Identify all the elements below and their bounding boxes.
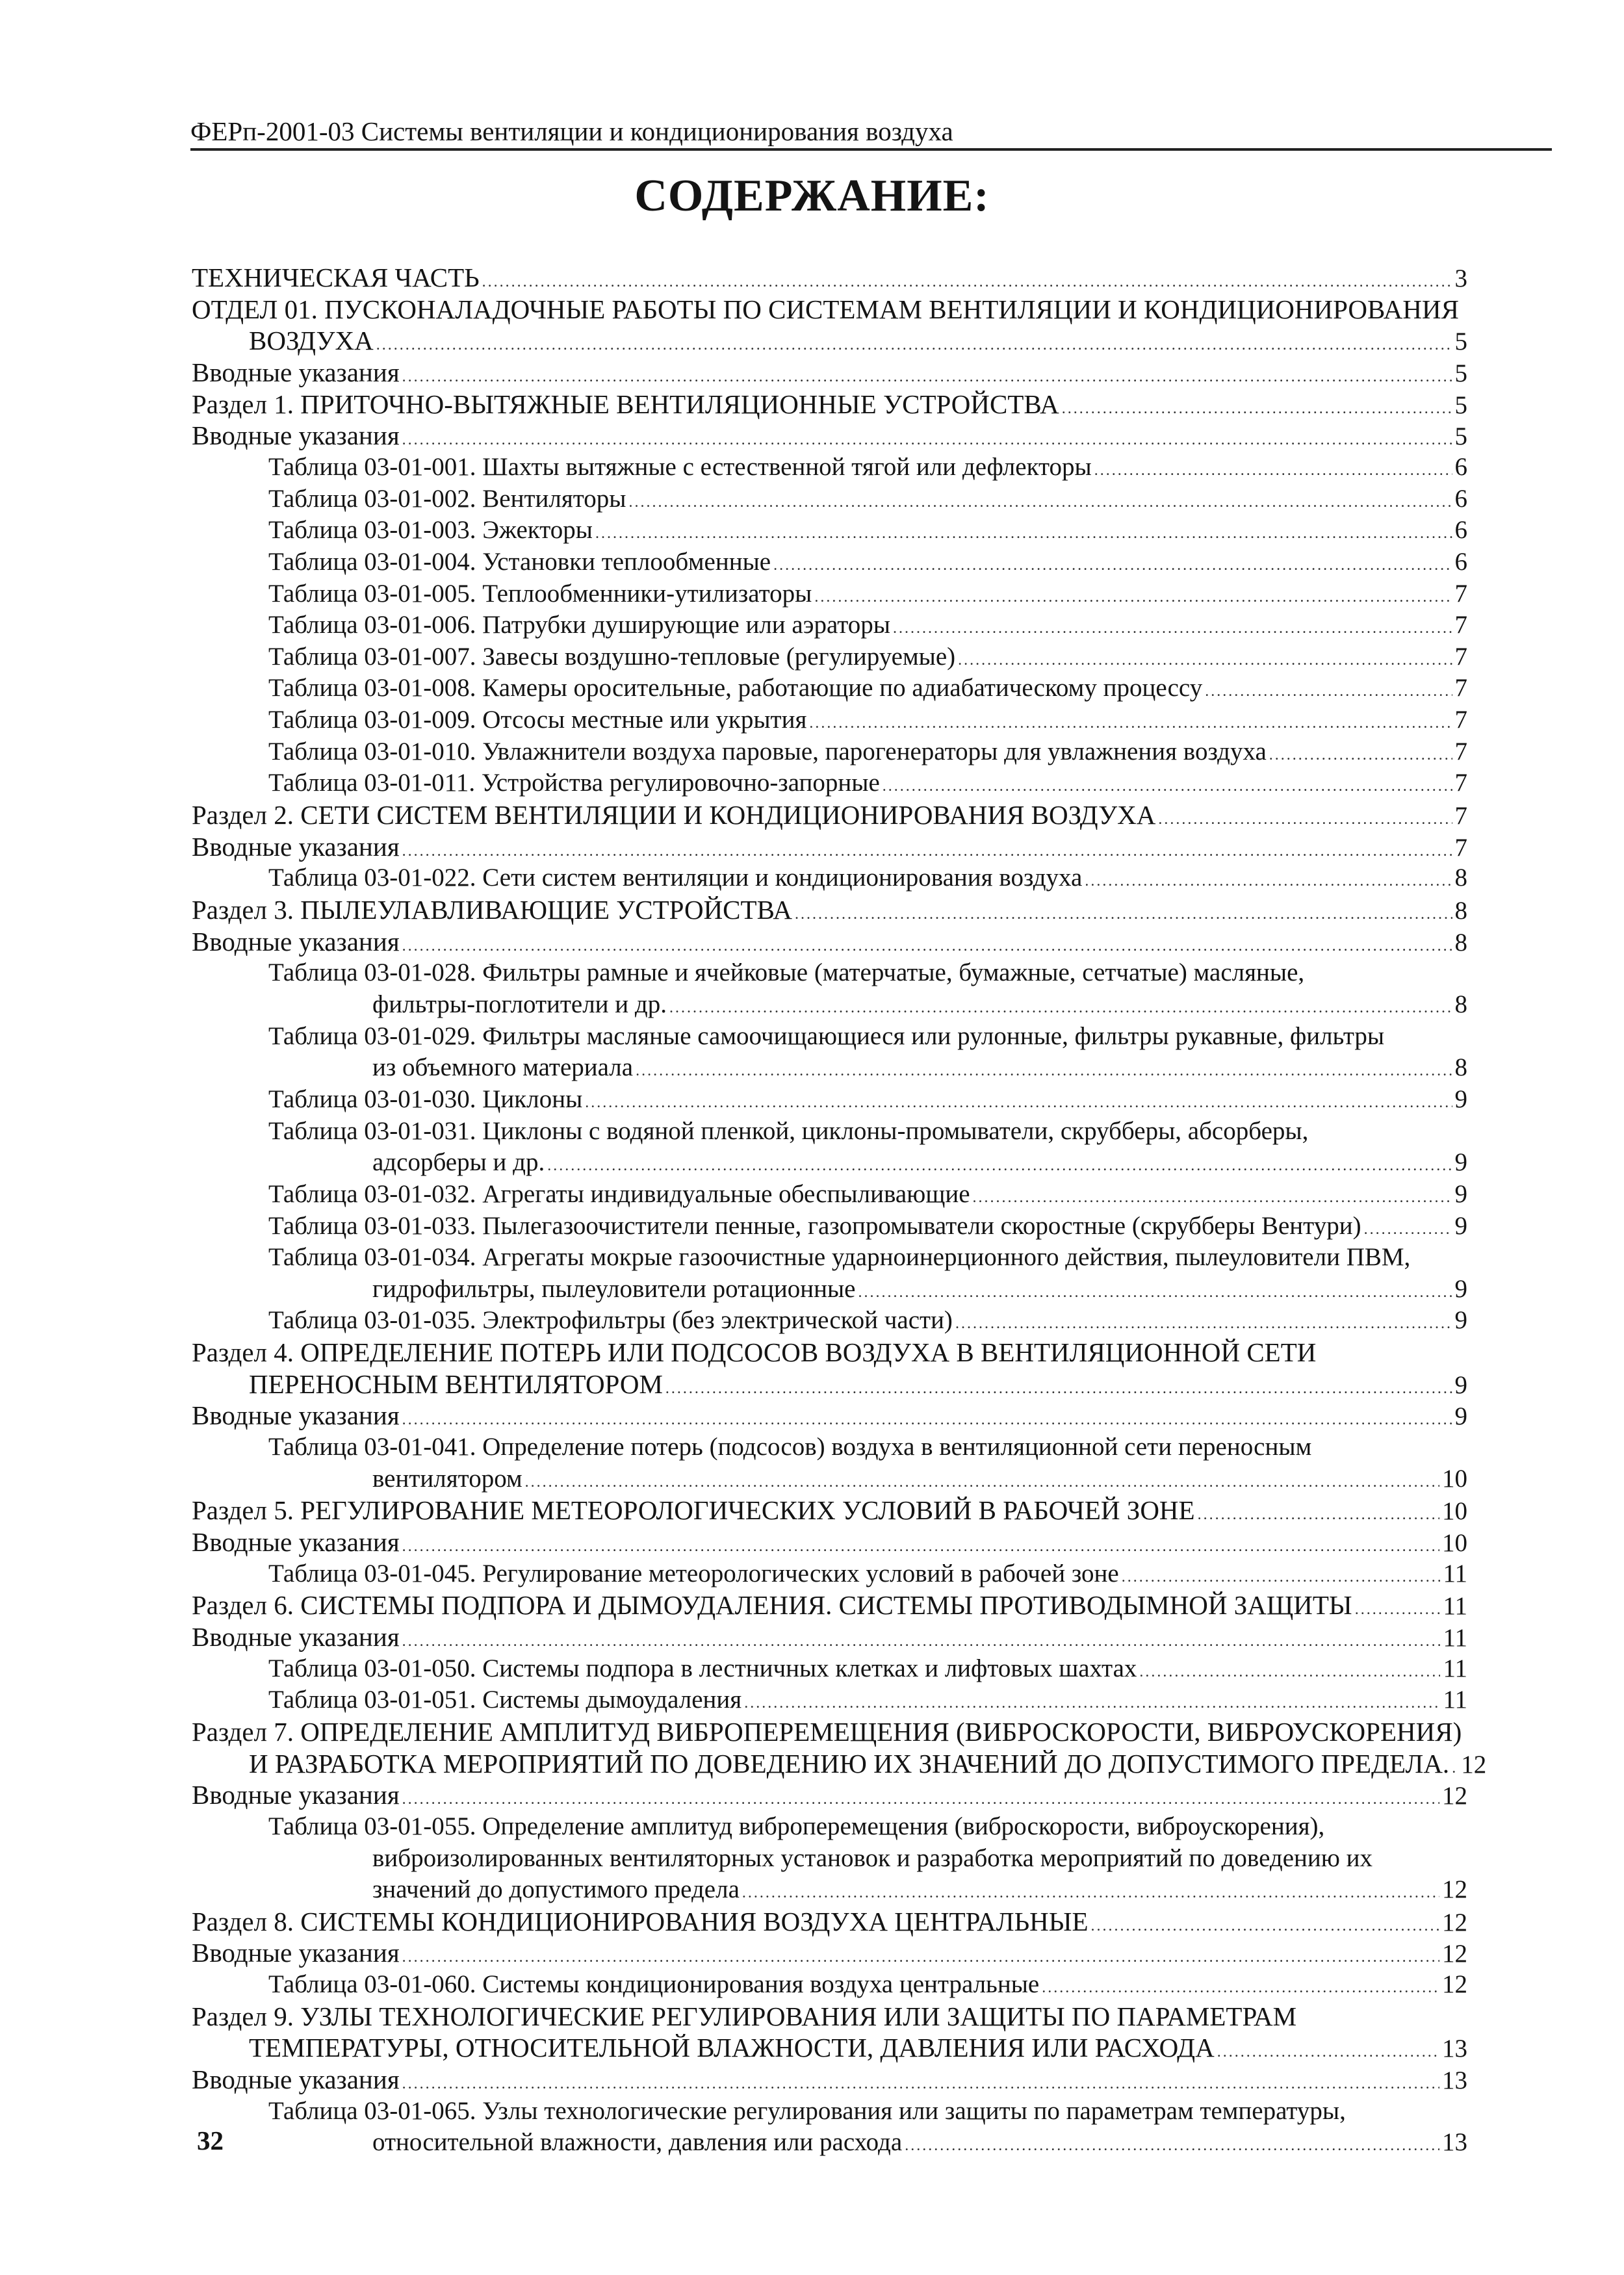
toc-entry <box>268 1970 1467 1999</box>
toc-entry-text: ТЕМПЕРАТУРЫ, ОТНОСИТЕЛЬНОЙ ВЛАЖНОСТИ, ДАВЛЕНИЯ ИЛИ РАСХОДА <box>249 2033 1215 2063</box>
toc-dot-leader <box>636 1056 1452 1086</box>
toc-entry <box>268 1432 1467 1462</box>
toc-entry <box>372 1148 1467 1177</box>
toc-entry-text: из объемного материала <box>372 1053 634 1082</box>
toc-dot-leader <box>482 267 1452 297</box>
toc-entry <box>192 420 1467 450</box>
toc-page-number: 3 <box>1454 264 1467 292</box>
toc-entry <box>268 1559 1467 1589</box>
toc-entry <box>249 326 1467 355</box>
toc-page-number: 9 <box>1454 1085 1467 1113</box>
toc-entry-text: Таблица 03-01-010. Увлажнители воздуха паровые, парогенераторы для увлажнения воздуха <box>268 737 1267 765</box>
toc-page-number: 11 <box>1443 1559 1467 1587</box>
toc-dot-leader <box>629 487 1452 517</box>
toc-entry-text: Таблица 03-01-050. Системы подпора в лестничных клетках и лифтовых шахтах <box>268 1654 1137 1682</box>
toc-entry <box>192 927 1467 957</box>
toc-entry <box>268 1085 1467 1114</box>
toc-dot-leader <box>814 582 1452 612</box>
toc-dot-leader <box>744 1688 1440 1718</box>
toc-dot-leader <box>773 550 1452 580</box>
toc-entry <box>268 768 1467 798</box>
toc-dot-leader <box>1198 1500 1439 1530</box>
toc-dot-leader <box>547 1151 1452 1181</box>
toc-page-number: 6 <box>1454 516 1467 545</box>
toc-page-number: 11 <box>1443 1592 1467 1621</box>
toc-entry-text: Раздел 5. РЕГУЛИРОВАНИЕ МЕТЕОРОЛОГИЧЕСКИХ УСЛОВИЙ В РАБОЧЕЙ ЗОНЕ <box>192 1495 1195 1526</box>
toc-entry-text: Вводные указания <box>192 926 400 957</box>
toc-entry-text: Раздел 3. ПЫЛЕУЛАВЛИВАЮЩИЕ УСТРОЙСТВА <box>192 895 792 925</box>
toc-page-number: 6 <box>1454 547 1467 576</box>
toc-dot-leader <box>1042 1973 1439 2003</box>
toc-entry-text: Вводные указания <box>192 420 400 451</box>
toc-entry <box>268 705 1467 735</box>
toc-entry <box>268 958 1467 988</box>
toc-page-number: 5 <box>1454 328 1467 356</box>
toc-entry-text: виброизолированных вентиляторных установок и разработка мероприятий по доведению их <box>372 1844 1373 1872</box>
toc-entry <box>192 263 1467 292</box>
toc-entry <box>268 484 1467 514</box>
toc-dot-leader <box>1139 1657 1440 1687</box>
toc-dot-leader <box>595 519 1452 548</box>
toc-entry-text: Таблица 03-01-045. Регулирование метеорологических условий в рабочей зоне <box>268 1559 1119 1587</box>
toc-dot-leader <box>1205 676 1452 706</box>
toc-page-number: 13 <box>1442 2035 1467 2063</box>
toc-entry <box>192 1495 1467 1525</box>
toc-dot-leader <box>402 1532 1439 1562</box>
toc-entry <box>192 895 1467 925</box>
toc-page-number: 10 <box>1442 1497 1467 1526</box>
toc-entry <box>192 832 1467 862</box>
toc-page-number: 11 <box>1443 1623 1467 1652</box>
toc-entry-text: ПЕРЕНОСНЫМ ВЕНТИЛЯТОРОМ <box>249 1369 663 1399</box>
toc-dot-leader <box>795 899 1452 929</box>
toc-page-number: 9 <box>1454 1274 1467 1303</box>
toc-entry <box>192 800 1467 830</box>
toc-page-number: 9 <box>1454 1402 1467 1431</box>
toc-page-number: 12 <box>1442 1970 1467 1999</box>
toc-entry <box>192 1907 1467 1936</box>
toc-entry <box>192 1938 1467 1968</box>
toc-dot-leader <box>402 1784 1439 1814</box>
toc-entry <box>268 1242 1467 1272</box>
toc-page-number: 8 <box>1454 897 1467 925</box>
toc-dot-leader <box>1269 740 1452 770</box>
toc-dot-leader <box>665 1374 1452 1404</box>
toc-entry <box>268 452 1467 482</box>
toc-entry-text: Таблица 03-01-055. Определение амплитуд виброперемещения (виброскорости, виброускорения), <box>268 1812 1325 1840</box>
toc-dot-leader <box>402 931 1452 961</box>
toc-page-number: 8 <box>1454 928 1467 957</box>
toc-entry <box>268 2096 1467 2126</box>
toc-entry <box>268 610 1467 640</box>
toc-page-number: 8 <box>1454 864 1467 892</box>
toc-entry-text: гидрофильтры, пылеуловители ротационные <box>372 1274 856 1303</box>
toc-page-number: 12 <box>1442 1875 1467 1904</box>
toc-page-number: 9 <box>1454 1306 1467 1335</box>
toc-page-number: 7 <box>1454 802 1467 830</box>
toc-entry-text: Таблица 03-01-065. Узлы технологические регулирования или защиты по параметрам температуры, <box>268 2096 1346 2125</box>
page-title: СОДЕРЖАНИЕ: <box>634 171 990 221</box>
toc-entry <box>268 673 1467 703</box>
toc-entry <box>192 294 1467 324</box>
toc-dot-leader <box>1094 456 1452 485</box>
toc-page-number: 7 <box>1454 769 1467 797</box>
toc-entry-text: Таблица 03-01-060. Системы кондиционирования воздуха центральные <box>268 1970 1040 1999</box>
toc-page-number: 8 <box>1454 990 1467 1018</box>
toc-entry <box>249 1748 1487 1779</box>
toc-entry-text: значений до допустимого предела <box>372 1875 740 1904</box>
toc-page-number: 5 <box>1454 422 1467 451</box>
toc-entry-text: Таблица 03-01-004. Установки теплообменные <box>268 547 771 576</box>
toc-dot-leader <box>1452 1753 1458 1783</box>
toc-dot-leader <box>376 330 1452 360</box>
toc-entry-text: вентилятором <box>372 1464 522 1493</box>
toc-page-number: 11 <box>1443 1654 1467 1682</box>
toc-page-number: 7 <box>1454 737 1467 765</box>
toc-dot-leader <box>1364 1215 1452 1244</box>
toc-entry <box>192 1590 1467 1620</box>
toc-entry <box>268 1654 1467 1684</box>
toc-entry <box>268 863 1467 893</box>
toc-entry <box>372 1464 1467 1494</box>
toc-dot-leader <box>893 613 1452 643</box>
toc-entry <box>372 1875 1467 1905</box>
toc-entry <box>192 1780 1467 1810</box>
toc-entry-text: Таблица 03-01-031. Циклоны с водяной пленкой, циклоны-промыватели, скрубберы, абсорберы, <box>268 1116 1309 1145</box>
toc-dot-leader <box>402 362 1452 392</box>
toc-entry-text: Таблица 03-01-008. Камеры оросительные, работающие по адиабатическому процессу <box>268 674 1203 702</box>
toc-page-number: 5 <box>1454 359 1467 387</box>
toc-entry <box>372 990 1467 1020</box>
running-header: ФЕРп-2001-03 Системы вентиляции и кондиционирования воздуха <box>190 116 953 146</box>
toc-entry <box>372 2127 1467 2157</box>
toc-page-number: 9 <box>1454 1179 1467 1208</box>
toc-page-number: 10 <box>1442 1529 1467 1557</box>
toc-dot-leader <box>958 645 1452 675</box>
toc-dot-leader <box>955 1309 1452 1339</box>
toc-entry <box>268 1211 1467 1241</box>
toc-entry-text: Таблица 03-01-028. Фильтры рамные и ячейковые (матерчатые, бумажные, сетчатые) масляные, <box>268 958 1305 987</box>
toc-dot-leader <box>402 1405 1452 1435</box>
toc-dot-leader <box>1217 2037 1439 2067</box>
toc-entry-text: ОТДЕЛ 01. ПУСКОНАЛАДОЧНЫЕ РАБОТЫ ПО СИСТЕМАМ ВЕНТИЛЯЦИИ И КОНДИЦИОНИРОВАНИЯ <box>192 294 1459 324</box>
toc-entry-text: Раздел 4. ОПРЕДЕЛЕНИЕ ПОТЕРЬ ИЛИ ПОДСОСОВ ВОЗДУХА В ВЕНТИЛЯЦИОННОЙ СЕТИ <box>192 1337 1317 1368</box>
toc-entry <box>268 642 1467 672</box>
toc-entry-text: Таблица 03-01-022. Сети систем вентиляции и кондиционирования воздуха <box>268 864 1083 892</box>
toc-entry-text: Таблица 03-01-011. Устройства регулировочно-запорные <box>268 769 880 797</box>
page-number: 32 <box>197 2126 224 2155</box>
toc-entry <box>192 357 1467 387</box>
toc-entry-text: Раздел 1. ПРИТОЧНО-ВЫТЯЖНЫЕ ВЕНТИЛЯЦИОННЫЕ УСТРОЙСТВА <box>192 389 1059 419</box>
toc-page-number: 11 <box>1443 1686 1467 1714</box>
toc-entry <box>192 2001 1467 2031</box>
toc-page-number: 13 <box>1442 2128 1467 2157</box>
toc-dot-leader <box>1122 1562 1441 1592</box>
toc-entry-text: Вводные указания <box>192 1938 400 1968</box>
toc-page-number: 6 <box>1454 484 1467 513</box>
toc-dot-leader <box>809 708 1452 738</box>
toc-entry-text: Раздел 7. ОПРЕДЕЛЕНИЕ АМПЛИТУД ВИБРОПЕРЕМЕЩЕНИЯ (ВИБРОСКОРОСТИ, ВИБРОУСКОРЕНИЯ) <box>192 1716 1462 1747</box>
toc-page-number: 12 <box>1442 1940 1467 1968</box>
toc-page-number: 8 <box>1454 1053 1467 1082</box>
toc-dot-leader <box>1085 866 1452 896</box>
toc-entry <box>268 515 1467 545</box>
toc-entry <box>192 389 1467 419</box>
toc-dot-leader <box>1355 1595 1441 1625</box>
toc-entry <box>249 2033 1467 2063</box>
toc-dot-leader <box>973 1183 1452 1213</box>
toc-entry-text: Таблица 03-01-032. Агрегаты индивидуальные обеспыливающие <box>268 1179 970 1208</box>
toc-entry <box>192 1337 1467 1367</box>
toc-entry <box>268 1685 1467 1715</box>
toc-dot-leader <box>402 1626 1441 1656</box>
toc-entry-text: Вводные указания <box>192 1527 400 1557</box>
toc-entry-text: Раздел 2. СЕТИ СИСТЕМ ВЕНТИЛЯЦИИ И КОНДИЦИОНИРОВАНИЯ ВОЗДУХА <box>192 800 1156 830</box>
toc-page-number: 7 <box>1454 706 1467 734</box>
toc-dot-leader <box>402 425 1452 455</box>
toc-entry-text: Таблица 03-01-030. Циклоны <box>268 1085 583 1113</box>
toc-entry-text: И РАЗРАБОТКА МЕРОПРИЯТИЙ ПО ДОВЕДЕНИЮ ИХ ЗНАЧЕНИЙ ДО ДОПУСТИМОГО ПРЕДЕЛА. <box>249 1748 1450 1779</box>
toc-entry <box>192 1622 1467 1652</box>
toc-entry <box>372 1053 1467 1083</box>
toc-dot-leader <box>858 1278 1452 1307</box>
toc-dot-leader <box>669 993 1452 1023</box>
toc-entry-text: Вводные указания <box>192 1621 400 1652</box>
toc-entry-text: Вводные указания <box>192 831 400 862</box>
toc-entry-text: Таблица 03-01-007. Завесы воздушно-тепловые (регулируемые) <box>268 642 956 671</box>
toc-entry-text: Вводные указания <box>192 1780 400 1810</box>
toc-entry <box>192 1527 1467 1557</box>
toc-dot-leader <box>883 771 1452 801</box>
toc-page-number: 7 <box>1454 833 1467 862</box>
toc-entry-text: Таблица 03-01-034. Агрегаты мокрые газоочистные ударноинерционного действия, пылеуловители ПВМ, <box>268 1243 1411 1272</box>
toc-dot-leader <box>1158 804 1452 834</box>
toc-dot-leader <box>1062 394 1452 424</box>
toc-entry-text: относительной влажности, давления или расхода <box>372 2128 903 2157</box>
toc-entry <box>268 1116 1467 1146</box>
toc-entry-text: Таблица 03-01-041. Определение потерь (подсосов) воздуха в вентиляционной сети переносным <box>268 1433 1312 1461</box>
toc-page-number: 9 <box>1454 1211 1467 1240</box>
toc-entry-text: Таблица 03-01-003. Эжекторы <box>268 516 593 545</box>
toc-entry-text: Таблица 03-01-006. Патрубки душирующие или аэраторы <box>268 611 891 639</box>
toc-entry-text: Раздел 8. СИСТЕМЫ КОНДИЦИОНИРОВАНИЯ ВОЗДУХА ЦЕНТРАЛЬНЫЕ <box>192 1906 1089 1936</box>
toc-entry-text: Вводные указания <box>192 1400 400 1431</box>
toc-entry-text: ВОЗДУХА <box>249 326 374 356</box>
toc-dot-leader <box>402 1942 1439 1972</box>
toc-dot-leader <box>402 836 1452 866</box>
toc-entry <box>268 1022 1467 1051</box>
toc-entry <box>268 547 1467 577</box>
toc-page-number: 12 <box>1442 1782 1467 1810</box>
toc-entry-text: Таблица 03-01-009. Отсосы местные или укрытия <box>268 706 807 734</box>
toc-page-number: 5 <box>1454 391 1467 419</box>
toc-entry-text: Таблица 03-01-033. Пылегазоочистители пенные, газопромыватели скоростные (скрубберы Вентури) <box>268 1211 1361 1240</box>
toc-entry <box>192 1400 1467 1430</box>
toc-dot-leader <box>905 2131 1439 2161</box>
toc-entry <box>268 1305 1467 1335</box>
toc-entry-text: Таблица 03-01-035. Электрофильтры (без электрической части) <box>268 1306 953 1335</box>
toc-entry <box>249 1369 1467 1399</box>
toc-page-number: 7 <box>1454 674 1467 702</box>
toc-dot-leader <box>585 1088 1452 1118</box>
toc-entry <box>192 1717 1467 1747</box>
toc-entry-text: Таблица 03-01-029. Фильтры масляные самоочищающиеся или рулонные, фильтры рукавные, фильтры <box>268 1022 1385 1050</box>
toc-entry <box>268 1812 1467 1842</box>
toc-entry-text: Таблица 03-01-005. Теплообменники-утилизаторы <box>268 579 812 608</box>
toc-entry-text: Вводные указания <box>192 357 400 387</box>
toc-entry <box>268 737 1467 767</box>
toc-dot-leader <box>742 1878 1439 1908</box>
toc-entry-text: ТЕХНИЧЕСКАЯ ЧАСТЬ <box>192 263 480 292</box>
toc-dot-leader <box>1091 1911 1439 1941</box>
toc-entry <box>372 1274 1467 1304</box>
toc-page-number: 13 <box>1442 2066 1467 2095</box>
toc-dot-leader <box>402 2069 1439 2099</box>
toc-entry-text: фильтры-поглотители и др. <box>372 990 667 1018</box>
toc-page-number: 7 <box>1454 579 1467 608</box>
toc-entry-text: Таблица 03-01-051. Системы дымоудаления <box>268 1686 742 1714</box>
toc-entry-text: адсорберы и др. <box>372 1148 545 1177</box>
toc-dot-leader <box>525 1467 1439 1497</box>
toc-page-number: 12 <box>1461 1750 1487 1779</box>
toc-page-number: 7 <box>1454 611 1467 639</box>
toc-entry-text: Вводные указания <box>192 2064 400 2095</box>
toc-entry <box>192 2064 1467 2094</box>
toc-entry <box>372 1844 1467 1873</box>
toc-entry-text: Раздел 9. УЗЛЫ ТЕХНОЛОГИЧЕСКИЕ РЕГУЛИРОВАНИЯ ИЛИ ЗАЩИТЫ ПО ПАРАМЕТРАМ <box>192 2001 1297 2031</box>
toc-page-number: 7 <box>1454 642 1467 671</box>
toc-entry-text: Таблица 03-01-001. Шахты вытяжные с естественной тягой или дефлекторы <box>268 452 1092 481</box>
toc-entry <box>268 579 1467 609</box>
toc-page-number: 9 <box>1454 1148 1467 1177</box>
toc-page-number: 10 <box>1442 1464 1467 1493</box>
toc-entry <box>268 1179 1467 1209</box>
toc-page-number: 12 <box>1442 1908 1467 1936</box>
toc-entry-text: Таблица 03-01-002. Вентиляторы <box>268 484 626 513</box>
toc-entry-text: Раздел 6. СИСТЕМЫ ПОДПОРА И ДЫМОУДАЛЕНИЯ. СИСТЕМЫ ПРОТИВОДЫМНОЙ ЗАЩИТЫ <box>192 1590 1352 1621</box>
toc-page-number: 9 <box>1454 1370 1467 1399</box>
toc-page-number: 6 <box>1454 452 1467 481</box>
